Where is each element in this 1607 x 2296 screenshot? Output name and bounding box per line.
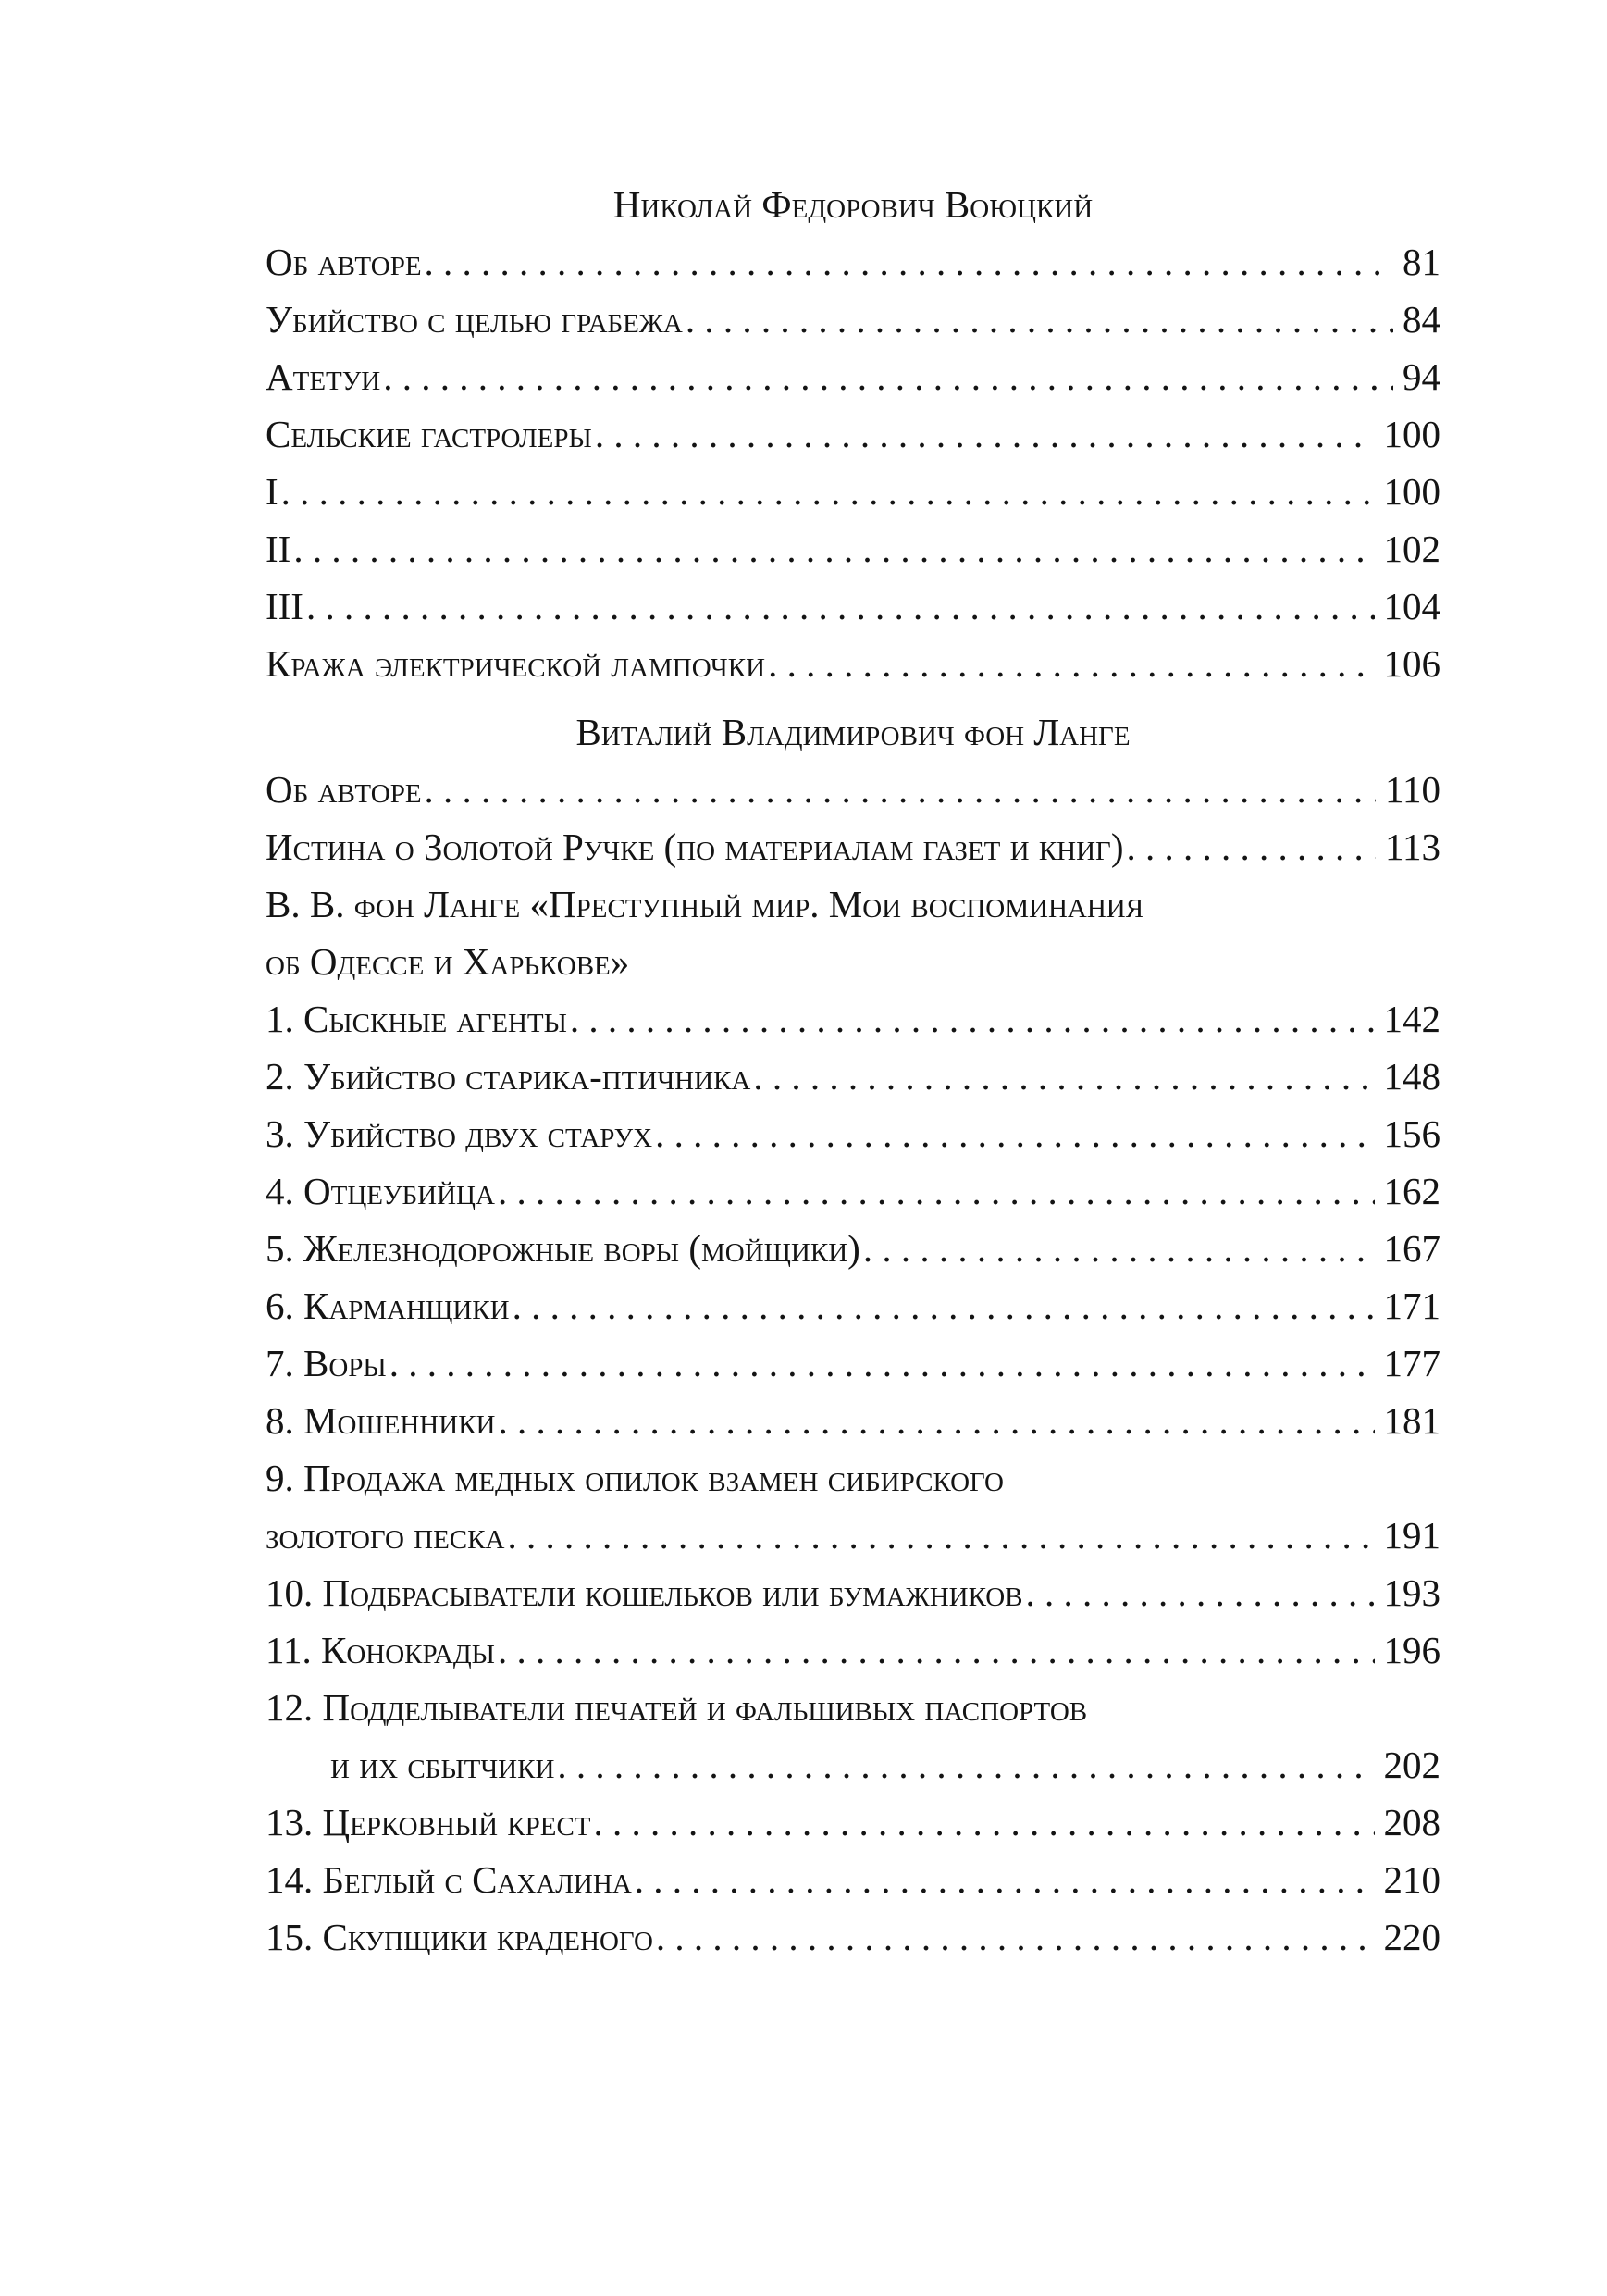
page-number: 196 — [1383, 1629, 1440, 1671]
toc-label: 12. Подделыватели печатей и фальшивых паспортов — [266, 1686, 1088, 1729]
toc-label: В. В. фон Ланге «Преступный мир. Мои воспоминания — [266, 883, 1144, 925]
toc-label: 11. Конокрады — [266, 1629, 495, 1671]
toc-row — [266, 761, 1440, 818]
toc-row — [266, 1507, 1440, 1564]
page-number: 191 — [1383, 1514, 1440, 1557]
dot-leader — [632, 1851, 1375, 1908]
dot-leader — [592, 405, 1375, 463]
toc-row — [266, 1679, 1440, 1736]
toc-row — [266, 1449, 1440, 1507]
toc-row — [266, 635, 1440, 692]
toc-label: 1. Сыскные агенты — [266, 998, 567, 1040]
toc-label: Атетуи — [266, 355, 381, 398]
toc-section — [266, 176, 1440, 692]
page-number: 156 — [1383, 1112, 1440, 1155]
toc-row — [266, 1851, 1440, 1908]
dot-leader — [290, 520, 1374, 577]
page-number: 162 — [1383, 1170, 1440, 1212]
dot-leader — [652, 1105, 1374, 1162]
toc-row — [266, 1162, 1440, 1220]
page-number: 167 — [1383, 1227, 1440, 1270]
toc-label: 4. Отцеубийца — [266, 1170, 495, 1212]
page-number: 202 — [1383, 1744, 1440, 1786]
dot-leader — [554, 1736, 1374, 1793]
dot-leader — [510, 1277, 1375, 1334]
page-number: 171 — [1383, 1285, 1440, 1327]
toc-label: 5. Железнодорожные воры (мойщики) — [266, 1227, 860, 1270]
toc-label: Истина о Золотой Ручке (по материалам газет и книг) — [266, 825, 1124, 868]
dot-leader — [1023, 1564, 1375, 1621]
toc-label: 8. Мошенники — [266, 1399, 496, 1442]
page-number: 100 — [1383, 413, 1440, 455]
dot-leader — [653, 1908, 1375, 1966]
page-number: 100 — [1383, 470, 1440, 513]
toc-row — [266, 1736, 1440, 1793]
page-number: 94 — [1403, 355, 1440, 398]
dot-leader — [504, 1507, 1374, 1564]
dot-leader — [303, 577, 1375, 635]
dot-leader — [422, 233, 1393, 291]
toc-row — [266, 1220, 1440, 1277]
toc-label: III — [266, 585, 303, 627]
toc-label: 9. Продажа медных опилок взамен сибирского — [266, 1457, 1004, 1499]
toc-row — [266, 577, 1440, 635]
toc-row — [266, 405, 1440, 463]
page-number: 220 — [1383, 1916, 1440, 1958]
toc-label: 14. Беглый с Сахалина — [266, 1858, 632, 1901]
toc-row — [266, 875, 1440, 933]
toc-label: Сельские гастролеры — [266, 413, 592, 455]
page-number: 193 — [1383, 1571, 1440, 1614]
toc-label: II — [266, 527, 291, 570]
toc-row — [266, 291, 1440, 348]
toc-row — [266, 348, 1440, 405]
toc-label: 15. Скупщики краденого — [266, 1916, 653, 1958]
toc-label: Кража электрической лампочки — [266, 642, 766, 685]
page-number: 102 — [1383, 527, 1440, 570]
toc-row — [266, 990, 1440, 1048]
toc-row — [266, 463, 1440, 520]
dot-leader — [495, 1392, 1374, 1449]
toc-label: золотого песка — [266, 1514, 505, 1557]
dot-leader — [591, 1793, 1375, 1851]
toc-label: 2. Убийство старика-птичника — [266, 1055, 751, 1098]
toc-row — [266, 1048, 1440, 1105]
dot-leader — [495, 1621, 1375, 1679]
toc-row — [266, 933, 1440, 990]
toc-row — [266, 1105, 1440, 1162]
dot-leader — [750, 1048, 1374, 1105]
page-number: 142 — [1383, 998, 1440, 1040]
toc-row — [266, 233, 1440, 291]
page-number: 113 — [1385, 825, 1440, 868]
toc-row — [266, 520, 1440, 577]
dot-leader — [422, 761, 1376, 818]
dot-leader — [495, 1162, 1375, 1220]
toc-label: Об авторе — [266, 241, 422, 283]
toc-label: 3. Убийство двух старух — [266, 1112, 653, 1155]
toc-label: и их сбытчики — [330, 1744, 555, 1786]
page-number: 104 — [1383, 585, 1440, 627]
page-number: 208 — [1383, 1801, 1440, 1843]
toc-section — [266, 703, 1440, 1966]
page-number: 177 — [1383, 1342, 1440, 1384]
dot-leader — [387, 1334, 1375, 1392]
dot-leader — [380, 348, 1393, 405]
toc-row — [266, 1334, 1440, 1392]
toc-label: об Одессе и Харькове» — [266, 940, 630, 983]
dot-leader — [278, 463, 1375, 520]
toc-row — [266, 1277, 1440, 1334]
table-of-contents — [266, 176, 1440, 1966]
dot-leader — [765, 635, 1374, 692]
toc-row — [266, 1908, 1440, 1966]
page-number: 210 — [1383, 1858, 1440, 1901]
page-number: 181 — [1383, 1399, 1440, 1442]
dot-leader — [860, 1220, 1375, 1277]
toc-row — [266, 1392, 1440, 1449]
toc-row — [266, 1564, 1440, 1621]
dot-leader — [683, 291, 1393, 348]
toc-label: 6. Карманщики — [266, 1285, 510, 1327]
toc-row — [266, 1793, 1440, 1851]
page-number: 81 — [1403, 241, 1440, 283]
toc-label: I — [266, 470, 278, 513]
toc-label: 13. Церковный крест — [266, 1801, 591, 1843]
toc-label: Об авторе — [266, 768, 422, 811]
page-number: 110 — [1385, 768, 1440, 811]
page-number: 106 — [1383, 642, 1440, 685]
section-heading: Виталий Владимирович фон Ланге — [575, 711, 1131, 753]
page-number: 84 — [1403, 298, 1440, 341]
page-number: 148 — [1383, 1055, 1440, 1098]
section-heading: Николай Федорович Воюцкий — [612, 183, 1094, 226]
toc-label: Убийство с целью грабежа — [266, 298, 683, 341]
toc-row — [266, 818, 1440, 875]
dot-leader — [567, 990, 1375, 1048]
dot-leader — [1123, 818, 1376, 875]
toc-label: 7. Воры — [266, 1342, 387, 1384]
toc-row — [266, 1621, 1440, 1679]
toc-label: 10. Подбрасыватели кошельков или бумажников — [266, 1571, 1023, 1614]
